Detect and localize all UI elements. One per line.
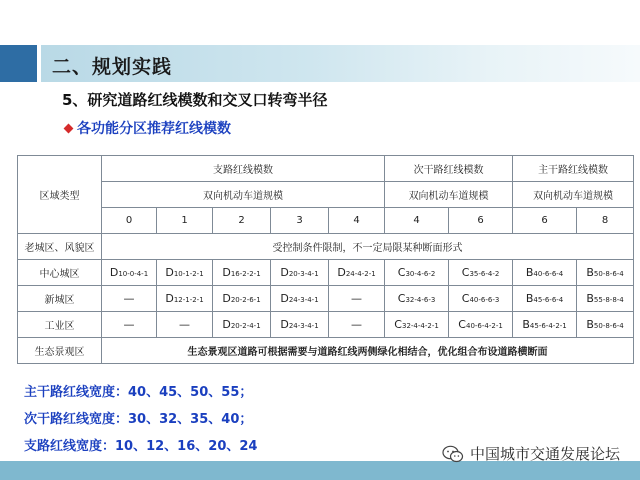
main-header: 主干路红线模数 <box>513 156 634 182</box>
module-suffix: 32-4-6-3 <box>405 296 436 304</box>
module-cell <box>513 260 577 286</box>
zone-label: 新城区 <box>18 286 102 312</box>
module-prefix: D <box>165 266 174 279</box>
module-suffix: 40-6-6-4 <box>533 270 564 278</box>
module-prefix: B <box>586 292 594 305</box>
module-prefix: D <box>109 266 119 279</box>
module-cell <box>513 312 577 338</box>
module-suffix: 40-6-6-3 <box>469 296 500 304</box>
module-prefix: C <box>458 318 466 331</box>
module-cell <box>329 260 385 286</box>
table-row <box>18 286 634 312</box>
module-cell <box>577 312 634 338</box>
lane-count: 8 <box>577 208 634 234</box>
module-suffix: 12-1-2-1 <box>173 296 204 304</box>
section-heading <box>64 118 231 138</box>
wechat-icon <box>442 445 464 463</box>
module-prefix: C <box>461 266 470 279</box>
lane-count: 4 <box>385 208 449 234</box>
module-prefix: — <box>351 292 363 305</box>
module-prefix: C <box>397 266 406 279</box>
module-prefix: B <box>586 266 594 279</box>
module-prefix: C <box>461 292 470 305</box>
lane-count: 6 <box>513 208 577 234</box>
module-cell <box>213 312 271 338</box>
lane-count: 6 <box>449 208 513 234</box>
module-cell <box>271 286 329 312</box>
module-prefix: D <box>165 292 174 305</box>
module-prefix: — <box>351 318 363 331</box>
module-suffix: 10-1-2-1 <box>173 270 204 278</box>
module-cell <box>102 286 157 312</box>
module-prefix: D <box>280 266 289 279</box>
branch-header: 支路红线模数 <box>102 156 385 182</box>
module-prefix: B <box>522 318 530 331</box>
secondary-lane-scale: 双向机动车道规模 <box>385 182 513 208</box>
module-suffix: 45-6-6-4 <box>533 296 564 304</box>
module-prefix: B <box>586 318 594 331</box>
module-suffix: 32-4-4-2-1 <box>401 322 439 330</box>
module-cell <box>577 286 634 312</box>
module-suffix: 24-3-4-1 <box>288 322 319 330</box>
module-prefix: D <box>280 292 289 305</box>
module-prefix: C <box>397 292 406 305</box>
module-suffix: 16-2-2-1 <box>230 270 261 278</box>
section-title: 各功能分区推荐红线模数 <box>77 121 231 137</box>
module-cell <box>213 260 271 286</box>
zone-header: 区域类型 <box>18 156 102 234</box>
module-cell <box>449 286 513 312</box>
module-suffix: 24-4-2-1 <box>345 270 376 278</box>
subtitle: 5、研究道路红线模数和交叉口转弯半径 <box>62 91 328 109</box>
module-cell <box>157 260 213 286</box>
module-prefix: — <box>123 318 135 331</box>
page-title: 二、规划实践 <box>52 56 173 78</box>
module-cell <box>329 312 385 338</box>
module-suffix: 20-2-4-1 <box>230 322 261 330</box>
module-prefix: B <box>525 266 534 279</box>
watermark <box>442 443 620 464</box>
module-prefix: — <box>123 292 135 305</box>
module-prefix: — <box>179 318 190 331</box>
red-diamond-icon <box>64 123 74 133</box>
module-cell <box>329 286 385 312</box>
module-cell <box>385 286 449 312</box>
module-suffix: 10-0-4-1 <box>118 270 149 278</box>
module-suffix: 24-3-4-1 <box>288 296 319 304</box>
lane-count: 2 <box>213 208 271 234</box>
module-suffix: 35-6-4-2 <box>469 270 500 278</box>
module-suffix: 50-8-6-4 <box>593 270 624 278</box>
zone-label: 中心城区 <box>18 260 102 286</box>
module-cell <box>102 312 157 338</box>
module-prefix: D <box>222 266 231 279</box>
branch-road-widths: 支路红线宽度：10、12、16、20、24 <box>24 439 258 454</box>
module-cell <box>385 312 449 338</box>
module-cell <box>513 286 577 312</box>
row-note: 生态景观区道路可根据需要与道路红线两侧绿化相结合，优化组合布设道路横断面 <box>102 338 634 364</box>
module-cell <box>213 286 271 312</box>
module-cell <box>102 260 157 286</box>
secondary-header: 次干路红线模数 <box>385 156 513 182</box>
secondary-road-widths: 次干路红线宽度：30、32、35、40； <box>24 412 253 427</box>
module-suffix: 55-8-8-4 <box>593 296 624 304</box>
module-cell <box>157 312 213 338</box>
table-row <box>18 312 634 338</box>
watermark-text: 中国城市交通发展论坛 <box>469 445 620 463</box>
table-row <box>18 260 634 286</box>
zone-label: 老城区、风貌区 <box>18 234 102 260</box>
module-suffix: 30-4-6-2 <box>405 270 436 278</box>
module-prefix: D <box>337 266 346 279</box>
module-suffix: 20-3-4-1 <box>288 270 319 278</box>
module-cell <box>385 260 449 286</box>
lane-count: 4 <box>329 208 385 234</box>
module-prefix: B <box>525 292 534 305</box>
main-lane-scale: 双向机动车道规模 <box>513 182 634 208</box>
branch-lane-scale: 双向机动车道规模 <box>102 182 385 208</box>
module-cell <box>577 260 634 286</box>
main-road-widths: 主干路红线宽度：40、45、50、55； <box>24 385 253 400</box>
lane-count: 3 <box>271 208 329 234</box>
zone-label: 生态景观区 <box>18 338 102 364</box>
module-prefix: D <box>280 318 289 331</box>
red-line-module-table <box>17 155 634 364</box>
module-cell <box>271 312 329 338</box>
row-note: 受控制条件限制，不一定局限某种断面形式 <box>102 234 634 260</box>
module-prefix: D <box>222 318 231 331</box>
lane-count: 1 <box>157 208 213 234</box>
module-cell <box>157 286 213 312</box>
zone-label: 工业区 <box>18 312 102 338</box>
module-cell <box>449 312 513 338</box>
module-prefix: D <box>222 292 231 305</box>
module-suffix: 40-6-4-2-1 <box>465 322 503 330</box>
module-cell <box>271 260 329 286</box>
module-cell <box>449 260 513 286</box>
module-prefix: C <box>394 318 402 331</box>
module-suffix: 20-2-6-1 <box>230 296 261 304</box>
module-suffix: 50-8-6-4 <box>593 322 624 330</box>
header-accent-block <box>0 45 37 82</box>
module-suffix: 45-6-4-2-1 <box>529 322 567 330</box>
lane-count: 0 <box>102 208 157 234</box>
